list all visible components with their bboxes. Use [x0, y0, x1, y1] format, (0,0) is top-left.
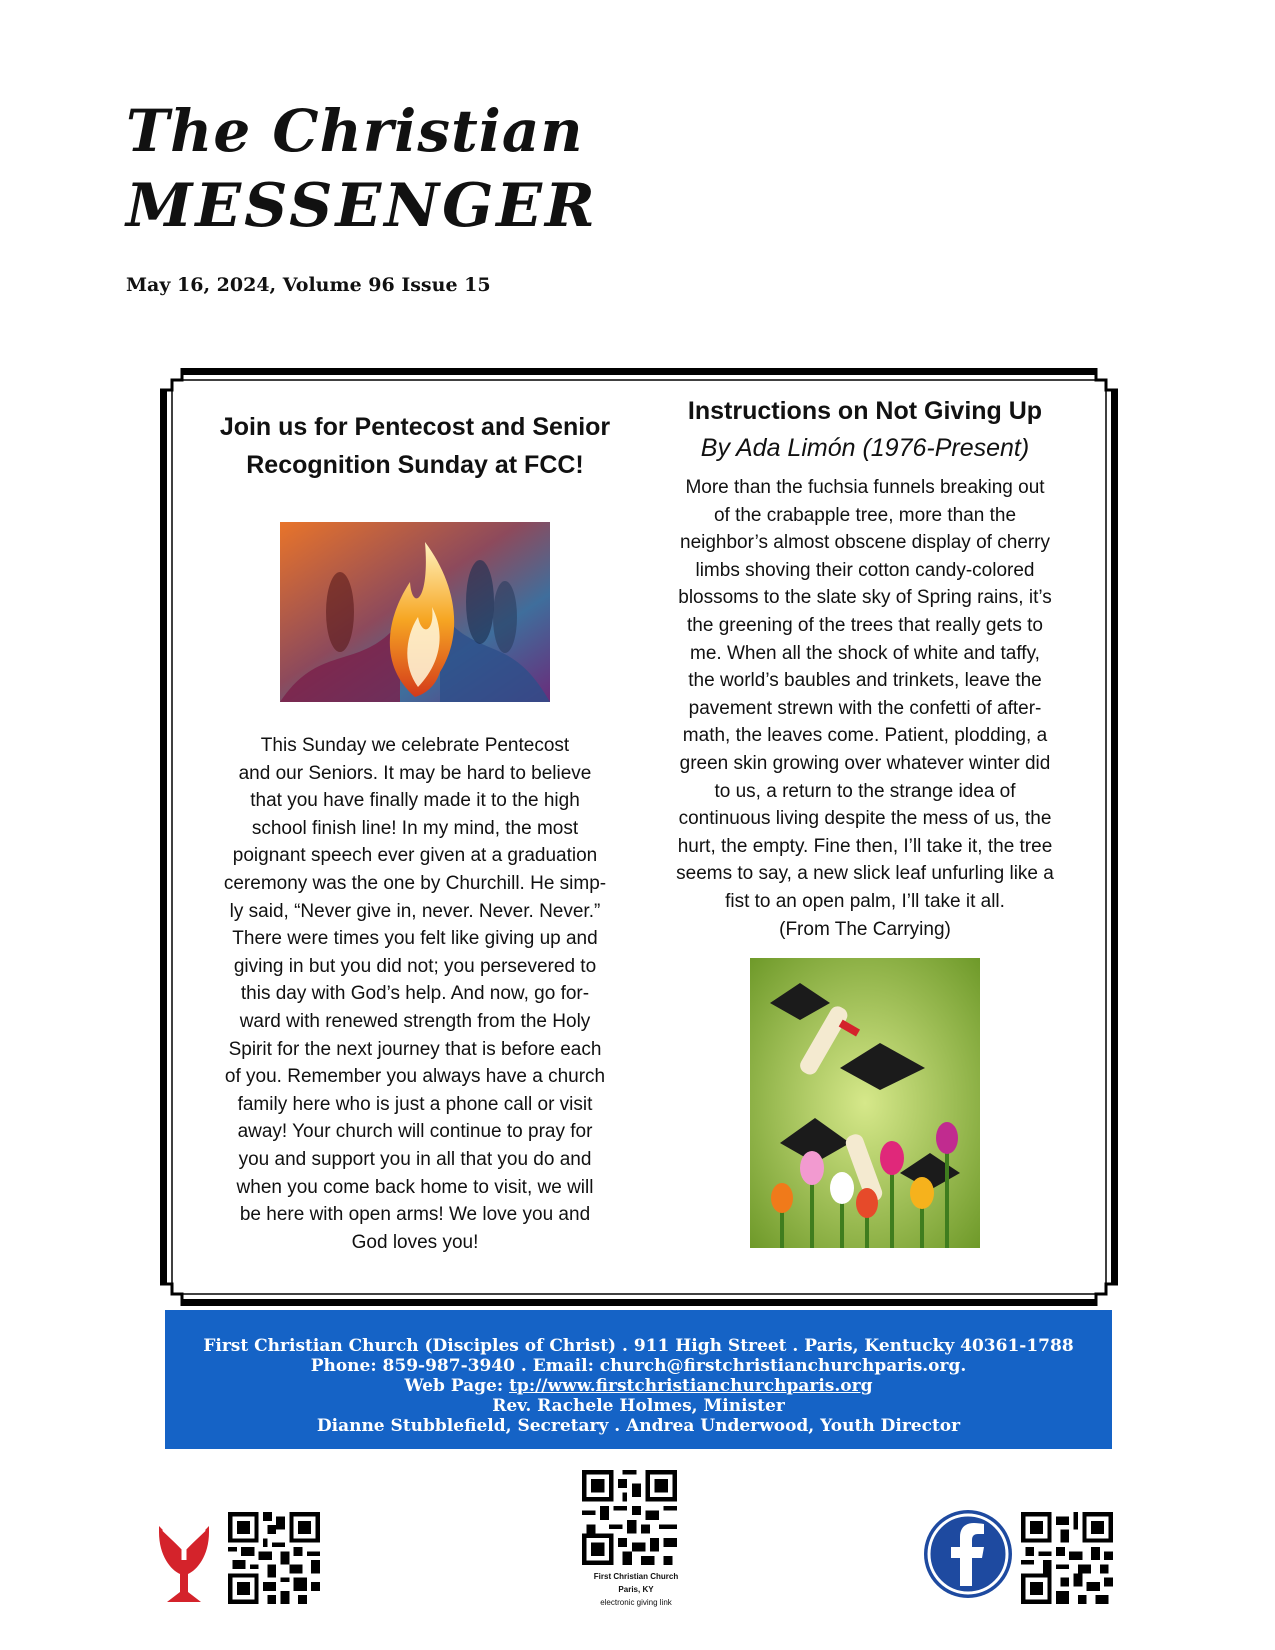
- issue-date: May 16, 2024, Volume 96 Issue 15: [126, 274, 491, 296]
- pentecost-article: [190, 408, 640, 1256]
- masthead-title-line1: The Christian: [126, 97, 584, 165]
- giving-caption: [571, 1570, 701, 1609]
- web-page-link[interactable]: tp://www.firstchristianchurchparis.org: [509, 1376, 873, 1396]
- pentecost-headline: Join us for Pentecost and Senior Recognition Sunday at FCC!: [219, 413, 611, 479]
- masthead-title-line2: MESSENGER: [126, 171, 598, 241]
- giving-caption-church: First Christian Church: [593, 1572, 679, 1581]
- web-page-label: Web Page:: [404, 1376, 510, 1396]
- masthead: [126, 96, 598, 246]
- pentecost-body: This Sunday we celebrate Pentecost and our Seniors. It may be hard to believe that you have finally made it to the high school finish line! In my mind, the most poignant speech ever given at a graduation ceremony was the one by Churchill. He simp- ly said, “Never give in, never. Never. Never.” There were times you felt like giving up and giving in but you did not; you persevered to this day with God’s help. And now, go for- ward with renewed strength from the Holy Spirit for the next journey that is before each of you. Remember you always have a church family here who is just a phone call or visit away! Your church will continue to pray for you and support you in all that you do and when you come back home to visit, we will be here with open arms! We love you and God loves you!: [223, 735, 607, 1253]
- poem-text: More than the fuchsia funnels breaking out of the crabapple tree, more than the neighbor’s almost obscene display of cherry limbs shoving their cotton candy-colored blossoms to the slate sky of Spring rains, it’s the greening of the trees that really gets to me. When all the shock of white and taffy, the world’s baubles and trinkets, leave the pavement strewn with the confetti of after- math, the leaves come. Patient, plodding, a green skin growing over whatever winter did to us, a return to the strange idea of continuous living despite the mess of us, the hurt, the empty. Fine then, I’ll take it, the tree seems to say, a new slick leaf unfurling like a fist to an open palm, I’ll take it all.: [676, 477, 1054, 912]
- church-address: First Christian Church (Disciples of Christ) . 911 High Street . Paris, Kentucky 40361-1788: [203, 1336, 1074, 1356]
- poem-article: [640, 392, 1090, 1248]
- minister-line: Rev. Rachele Holmes, Minister: [492, 1396, 785, 1416]
- giving-caption-city: Paris, KY: [618, 1585, 654, 1594]
- pentecost-flame-illustration: [280, 522, 550, 702]
- disciples-chalice-logo: [157, 1522, 211, 1608]
- facebook-icon[interactable]: [922, 1508, 1014, 1600]
- giving-caption-link: electronic giving link: [600, 1598, 672, 1607]
- qr-code-giving[interactable]: [582, 1470, 677, 1565]
- qr-code-left[interactable]: [228, 1512, 320, 1604]
- staff-line: Dianne Stubblefield, Secretary . Andrea Underwood, Youth Director: [316, 1416, 961, 1436]
- web-page-line: [165, 1376, 1112, 1396]
- poem-title: Instructions on Not Giving Up: [687, 397, 1043, 425]
- contact-footer: [165, 1310, 1112, 1449]
- poem-source: (From The Carrying): [779, 918, 951, 940]
- poem-byline: By Ada Limón (1976-Present): [700, 434, 1030, 462]
- phone-email: Phone: 859-987-3940 . Email: church@firstchristianchurchparis.org.: [310, 1356, 967, 1376]
- qr-code-right[interactable]: [1021, 1512, 1113, 1604]
- graduation-caps-tulips-illustration: [750, 958, 980, 1248]
